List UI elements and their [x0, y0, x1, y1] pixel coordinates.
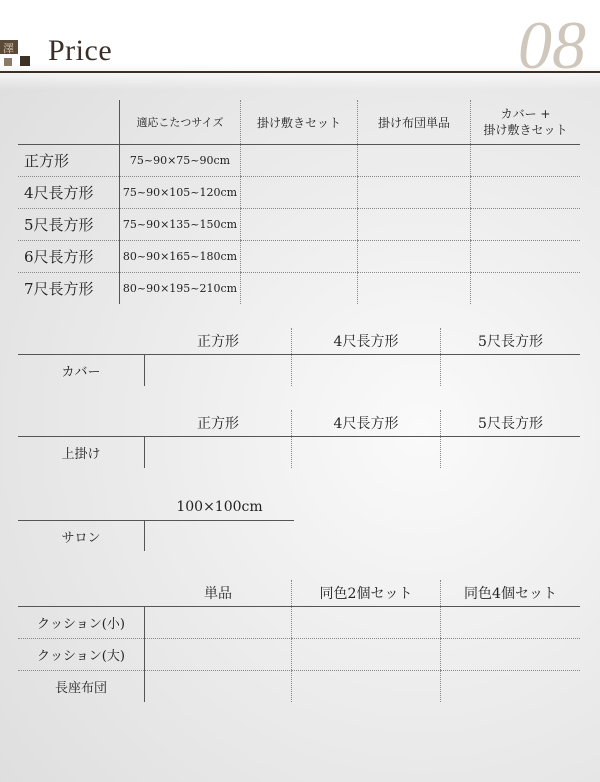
row-label: カバー [61, 365, 101, 380]
col-set-2: 同色2個セット [292, 580, 441, 607]
table-row [18, 437, 580, 469]
size-cell: 75~90×135~150cm [120, 209, 241, 241]
size-cell: 75~90×75~90cm [120, 145, 241, 177]
table-header-row [18, 494, 294, 521]
price-cell [441, 355, 581, 387]
cushion-price-table [18, 580, 580, 702]
table-row [18, 209, 580, 241]
page-header [0, 0, 600, 90]
header-blank [18, 328, 145, 355]
price-cell [145, 639, 292, 671]
price-cell [441, 607, 581, 639]
col-salon-size: 100×100cm [145, 494, 295, 521]
size-cell: 80~90×195~210cm [120, 273, 241, 305]
col-single: 単品 [145, 580, 292, 607]
table-header-row [18, 100, 580, 145]
row-label: 6尺長方形 [18, 241, 120, 273]
col-square: 正方形 [145, 328, 292, 355]
header-blank [18, 580, 145, 607]
price-cell [145, 671, 292, 703]
price-cell [358, 241, 471, 273]
col-cover-set-line1: カバー + [500, 107, 551, 121]
price-cell [471, 177, 581, 209]
header-blank [18, 410, 145, 437]
price-cell [471, 273, 581, 305]
header-blank [18, 494, 145, 521]
price-cell [471, 145, 581, 177]
col-set-4: 同色4個セット [441, 580, 581, 607]
col-4shaku: 4尺長方形 [292, 410, 441, 437]
col-square: 正方形 [145, 410, 292, 437]
size-cell: 80~90×165~180cm [120, 241, 241, 273]
salon-price-table [18, 494, 294, 551]
col-cover-set-line2: 掛け敷きセット [483, 123, 568, 137]
row-label: 正方形 [18, 145, 120, 177]
col-set: 掛け敷きセット [241, 100, 358, 145]
price-cell [292, 437, 441, 469]
price-cell [441, 639, 581, 671]
table-header-row [18, 410, 580, 437]
price-cell [292, 671, 441, 703]
col-4shaku: 4尺長方形 [292, 328, 441, 355]
page-title: Price [48, 34, 113, 67]
table-row [18, 177, 580, 209]
col-5shaku: 5尺長方形 [441, 410, 581, 437]
price-cell [358, 209, 471, 241]
page-number: 08 [518, 7, 586, 83]
kotatsu-price-table [18, 100, 580, 304]
row-label: 5尺長方形 [18, 209, 120, 241]
price-cell [241, 241, 358, 273]
size-cell: 75~90×105~120cm [120, 177, 241, 209]
price-cell [145, 607, 292, 639]
cover-price-table [18, 328, 580, 386]
price-cell [471, 209, 581, 241]
row-label: 上掛け [61, 447, 101, 462]
table-header-row [18, 328, 580, 355]
table-row [18, 273, 580, 305]
title-divider [0, 71, 600, 73]
row-label: 長座布団 [54, 681, 107, 696]
price-cell [358, 145, 471, 177]
table-row [18, 639, 580, 671]
price-cell [241, 177, 358, 209]
price-cell [145, 355, 292, 387]
table-row [18, 355, 580, 387]
price-cell [292, 355, 441, 387]
price-cell [145, 521, 295, 552]
price-cell [241, 145, 358, 177]
brand-logo [0, 40, 48, 70]
price-cell [441, 437, 581, 469]
logo-glyph: 澤 [3, 42, 14, 55]
table-header-row [18, 580, 580, 607]
top-cover-price-table [18, 410, 580, 468]
header-blank [18, 100, 120, 145]
row-label: 7尺長方形 [24, 280, 94, 298]
price-cell [358, 273, 471, 305]
table-row [18, 241, 580, 273]
price-cell [292, 639, 441, 671]
price-cell [358, 177, 471, 209]
col-5shaku: 5尺長方形 [441, 328, 581, 355]
table-row [18, 521, 294, 552]
price-cell [145, 437, 292, 469]
col-single: 掛け布団単品 [358, 100, 471, 145]
row-label: クッション(大) [18, 639, 145, 671]
price-cell [241, 273, 358, 305]
price-cell [292, 607, 441, 639]
table-row [18, 671, 580, 703]
table-row [18, 145, 580, 177]
row-label: クッション(小) [18, 607, 145, 639]
row-label: 4尺長方形 [18, 177, 120, 209]
price-cell [441, 671, 581, 703]
col-cover-set [471, 100, 581, 145]
table-row [18, 607, 580, 639]
col-kotatsu-size: 適応こたつサイズ [120, 100, 241, 145]
price-cell [241, 209, 358, 241]
price-cell [471, 241, 581, 273]
row-label: サロン [61, 530, 101, 546]
